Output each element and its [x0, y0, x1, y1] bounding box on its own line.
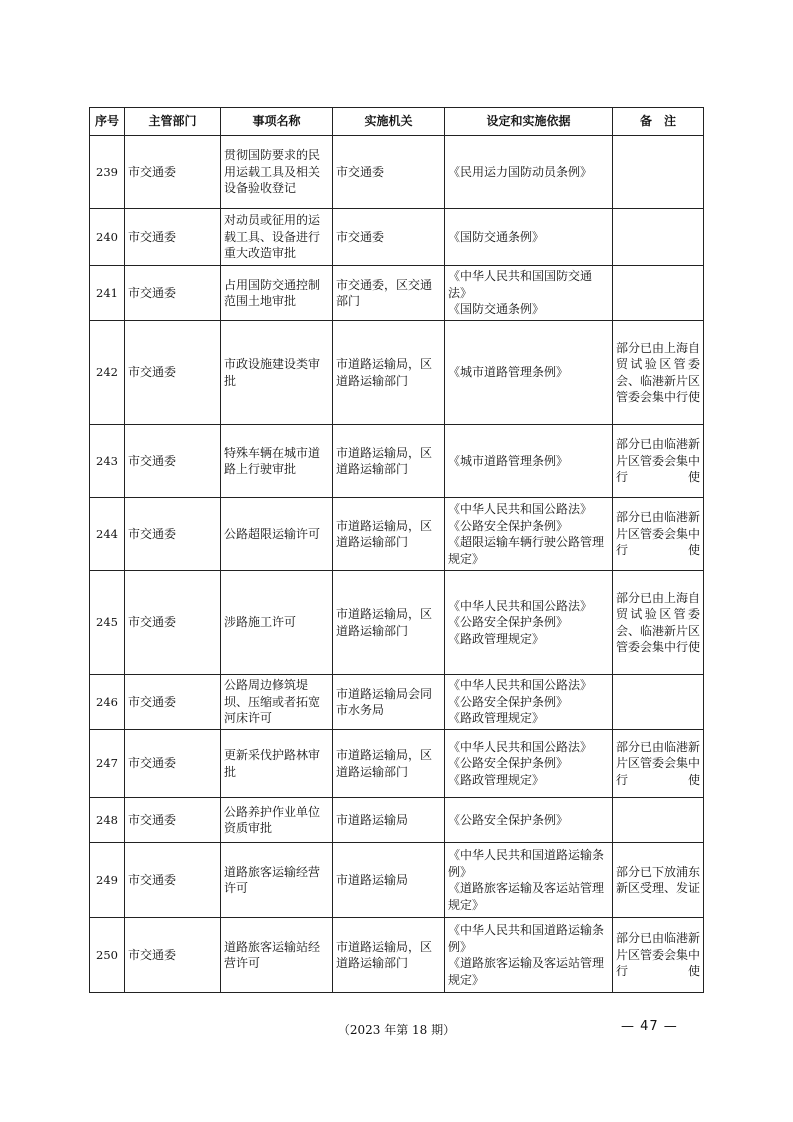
approval-items-table — [89, 107, 704, 993]
row-department: 市交通委 — [125, 798, 221, 843]
row-item-name: 特殊车辆在城市道路上行驶审批 — [221, 425, 333, 498]
row-index: 249 — [90, 843, 125, 918]
header-department: 主管部门 — [125, 108, 221, 136]
row-index: 250 — [90, 918, 125, 993]
row-basis — [445, 425, 613, 498]
row-agency: 市交通委 — [333, 136, 445, 209]
row-department: 市交通委 — [125, 675, 221, 730]
basis-line: 《路政管理规定》 — [448, 772, 545, 787]
row-notes — [613, 266, 704, 321]
row-index: 241 — [90, 266, 125, 321]
row-basis — [445, 675, 613, 730]
basis-line: 《道路旅客运输及客运站管理规定》 — [448, 881, 605, 912]
basis-line: 《国防交通条例》 — [448, 302, 545, 317]
row-item-name: 公路周边修筑堤坝、压缩或者拓宽河床许可 — [221, 675, 333, 730]
table-row — [90, 843, 704, 918]
row-basis — [445, 136, 613, 209]
basis-line: 《中华人民共和国道路运输条例》 — [448, 848, 605, 879]
row-item-name: 涉路施工许可 — [221, 571, 333, 675]
row-agency: 市道路运输局 — [333, 843, 445, 918]
basis-line: 《路政管理规定》 — [448, 631, 545, 646]
basis-line: 《超限运输车辆行驶公路管理规定》 — [448, 535, 605, 566]
row-item-name: 对动员或征用的运载工具、设备进行重大改造审批 — [221, 209, 333, 266]
row-department: 市交通委 — [125, 266, 221, 321]
row-index: 245 — [90, 571, 125, 675]
row-agency: 市道路运输局，区道路运输部门 — [333, 321, 445, 425]
row-index: 243 — [90, 425, 125, 498]
row-department: 市交通委 — [125, 321, 221, 425]
row-basis — [445, 918, 613, 993]
row-basis — [445, 209, 613, 266]
row-department: 市交通委 — [125, 571, 221, 675]
row-index: 246 — [90, 675, 125, 730]
basis-line: 《国防交通条例》 — [448, 229, 545, 244]
table-row — [90, 321, 704, 425]
row-item-name: 公路养护作业单位资质审批 — [221, 798, 333, 843]
row-department: 市交通委 — [125, 843, 221, 918]
row-department: 市交通委 — [125, 498, 221, 571]
row-notes: 部分已下放浦东新区受理、发证 — [613, 843, 704, 918]
row-department: 市交通委 — [125, 425, 221, 498]
row-basis — [445, 798, 613, 843]
row-basis — [445, 730, 613, 798]
row-notes: 部分已由上海自贸试验区管委会、临港新片区管委会集中行使 — [613, 571, 704, 675]
basis-line: 《公路安全保护条例》 — [448, 812, 569, 827]
table-row — [90, 209, 704, 266]
row-notes — [613, 675, 704, 730]
header-item-name: 事项名称 — [221, 108, 333, 136]
row-basis — [445, 843, 613, 918]
row-basis — [445, 321, 613, 425]
row-index: 242 — [90, 321, 125, 425]
row-department: 市交通委 — [125, 136, 221, 209]
basis-line: 《道路旅客运输及客运站管理规定》 — [448, 956, 605, 987]
table-row — [90, 571, 704, 675]
row-index: 244 — [90, 498, 125, 571]
row-index: 240 — [90, 209, 125, 266]
row-notes: 部分已由临港新片区管委会集中行使 — [613, 730, 704, 798]
basis-line: 《城市道路管理条例》 — [448, 365, 569, 380]
row-item-name: 市政设施建设类审批 — [221, 321, 333, 425]
row-item-name: 更新采伐护路林审批 — [221, 730, 333, 798]
row-agency: 市道路运输局会同市水务局 — [333, 675, 445, 730]
row-department: 市交通委 — [125, 209, 221, 266]
row-basis — [445, 571, 613, 675]
basis-line: 《公路安全保护条例》 — [448, 756, 569, 771]
row-notes — [613, 209, 704, 266]
row-notes — [613, 798, 704, 843]
basis-line: 《路政管理规定》 — [448, 711, 545, 726]
row-agency: 市道路运输局，区道路运输部门 — [333, 918, 445, 993]
row-notes: 部分已由上海自贸试验区管委会、临港新片区管委会集中行使 — [613, 321, 704, 425]
basis-line: 《中华人民共和国公路法》 — [448, 598, 593, 613]
header-notes: 备 注 — [613, 108, 704, 136]
row-agency: 市道路运输局，区道路运输部门 — [333, 730, 445, 798]
table-row — [90, 918, 704, 993]
row-index: 239 — [90, 136, 125, 209]
page-number: — 47 — — [621, 1019, 678, 1034]
basis-line: 《中华人民共和国国防交通法》 — [448, 269, 593, 300]
basis-line: 《城市道路管理条例》 — [448, 453, 569, 468]
row-basis — [445, 266, 613, 321]
row-item-name: 占用国防交通控制范围土地审批 — [221, 266, 333, 321]
row-item-name: 公路超限运输许可 — [221, 498, 333, 571]
header-index: 序号 — [90, 108, 125, 136]
table-row — [90, 425, 704, 498]
row-item-name: 贯彻国防要求的民用运载工具及相关设备验收登记 — [221, 136, 333, 209]
row-index: 248 — [90, 798, 125, 843]
row-item-name: 道路旅客运输站经营许可 — [221, 918, 333, 993]
row-notes: 部分已由临港新片区管委会集中行使 — [613, 425, 704, 498]
basis-line: 《中华人民共和国公路法》 — [448, 678, 593, 693]
row-index: 247 — [90, 730, 125, 798]
basis-line: 《公路安全保护条例》 — [448, 694, 569, 709]
table-row — [90, 498, 704, 571]
table-row — [90, 675, 704, 730]
basis-line: 《民用运力国防动员条例》 — [448, 164, 593, 179]
row-agency: 市交通委，区交通部门 — [333, 266, 445, 321]
table-row — [90, 730, 704, 798]
basis-line: 《中华人民共和国公路法》 — [448, 502, 593, 516]
row-agency: 市道路运输局，区道路运输部门 — [333, 425, 445, 498]
row-department: 市交通委 — [125, 918, 221, 993]
row-agency: 市道路运输局 — [333, 798, 445, 843]
table-row — [90, 798, 704, 843]
row-agency: 市道路运输局，区道路运输部门 — [333, 498, 445, 571]
basis-line: 《中华人民共和国道路运输条例》 — [448, 923, 605, 954]
issue-number: （2023 年第 18 期） — [337, 1023, 456, 1037]
row-item-name: 道路旅客运输经营许可 — [221, 843, 333, 918]
row-notes: 部分已由临港新片区管委会集中行使 — [613, 498, 704, 571]
table-row — [90, 266, 704, 321]
row-department: 市交通委 — [125, 730, 221, 798]
header-basis: 设定和实施依据 — [445, 108, 613, 136]
row-notes: 部分已由临港新片区管委会集中行使 — [613, 918, 704, 993]
basis-line: 《公路安全保护条例》 — [448, 518, 569, 533]
row-basis — [445, 498, 613, 571]
row-agency: 市道路运输局，区道路运输部门 — [333, 571, 445, 675]
basis-line: 《公路安全保护条例》 — [448, 615, 569, 630]
table-row — [90, 136, 704, 209]
header-agency: 实施机关 — [333, 108, 445, 136]
row-notes — [613, 136, 704, 209]
basis-line: 《中华人民共和国公路法》 — [448, 739, 593, 754]
row-agency: 市交通委 — [333, 209, 445, 266]
table-header-row — [90, 108, 704, 136]
